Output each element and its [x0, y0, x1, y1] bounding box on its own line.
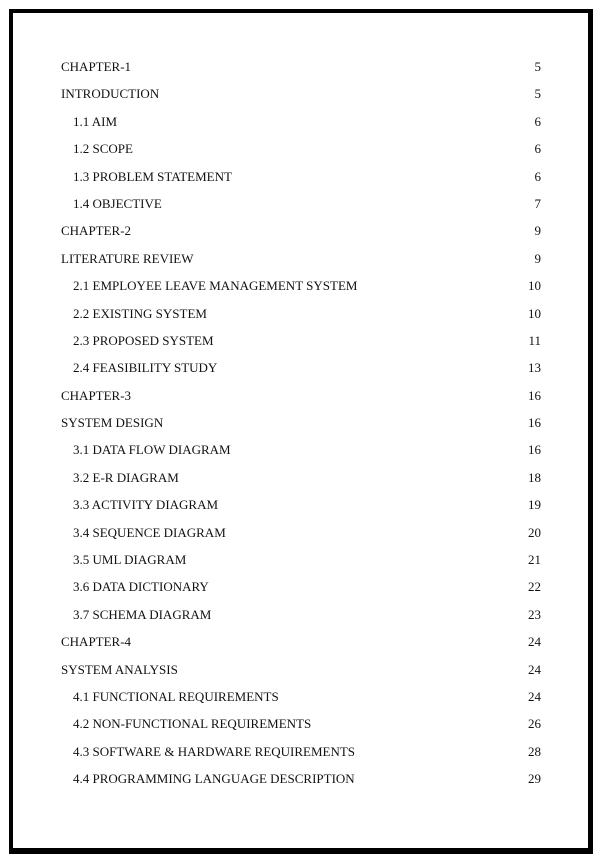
toc-entry-label: 3.2 E-R DIAGRAM	[73, 469, 179, 485]
toc-entry-label: 3.6 DATA DICTIONARY	[73, 579, 209, 595]
toc-entry-page-number: 7	[534, 195, 541, 211]
toc-entry-label: CHAPTER-3	[61, 387, 132, 403]
toc-entry-label: 4.1 FUNCTIONAL REQUIREMENTS	[73, 688, 279, 704]
toc-section-entry	[61, 769, 541, 796]
toc-entry-page-number: 29	[528, 771, 541, 787]
toc-entry-label: 3.7 SCHEMA DIAGRAM	[73, 606, 212, 622]
toc-entry-page-number: 6	[534, 168, 541, 184]
toc-entry-label: 4.3 SOFTWARE & HARDWARE REQUIREMENTS	[73, 743, 356, 759]
toc-entry-label: 3.5 UML DIAGRAM	[73, 552, 187, 568]
toc-entry-label: 3.1 DATA FLOW DIAGRAM	[73, 442, 231, 458]
toc-entry-page-number: 5	[534, 86, 541, 102]
toc-section-entry	[61, 687, 541, 714]
toc-entry-page-number: 24	[528, 688, 541, 704]
toc-entry-page-number: 16	[528, 442, 541, 458]
toc-section-entry	[61, 605, 541, 632]
toc-entry-page-number: 13	[528, 360, 541, 376]
table-of-contents	[61, 57, 541, 797]
toc-section-entry	[61, 112, 541, 139]
toc-entry-page-number: 9	[534, 250, 541, 266]
toc-entry-page-number: 20	[528, 524, 541, 540]
toc-chapter-entry	[61, 221, 541, 248]
toc-entry-page-number: 24	[528, 661, 541, 677]
toc-entry-page-number: 18	[528, 469, 541, 485]
toc-entry-page-number: 6	[534, 113, 541, 129]
toc-chapter-entry	[61, 413, 541, 440]
toc-entry-page-number: 24	[528, 634, 541, 650]
toc-entry-page-number: 6	[534, 141, 541, 157]
toc-section-entry	[61, 714, 541, 741]
toc-section-entry	[61, 139, 541, 166]
toc-entry-label: 1.4 OBJECTIVE	[73, 195, 162, 211]
toc-entry-page-number: 10	[528, 278, 541, 294]
toc-entry-label: CHAPTER-4	[61, 634, 132, 650]
toc-chapter-entry	[61, 249, 541, 276]
toc-entry-page-number: 10	[528, 305, 541, 321]
toc-entry-label: 2.4 FEASIBILITY STUDY	[73, 360, 218, 376]
toc-chapter-entry	[61, 84, 541, 111]
toc-entry-page-number: 16	[528, 387, 541, 403]
toc-section-entry	[61, 167, 541, 194]
toc-section-entry	[61, 440, 541, 467]
toc-entry-label: 2.1 EMPLOYEE LEAVE MANAGEMENT SYSTEM	[73, 278, 358, 294]
toc-entry-page-number: 16	[528, 415, 541, 431]
toc-entry-label: INTRODUCTION	[61, 86, 160, 102]
toc-section-entry	[61, 304, 541, 331]
toc-section-entry	[61, 468, 541, 495]
toc-section-entry	[61, 577, 541, 604]
toc-entry-label: CHAPTER-2	[61, 223, 132, 239]
toc-entry-label: 2.2 EXISTING SYSTEM	[73, 305, 207, 321]
toc-entry-label: 1.2 SCOPE	[73, 141, 133, 157]
toc-entry-label: SYSTEM ANALYSIS	[61, 661, 178, 677]
toc-entry-label: 1.1 AIM	[73, 113, 118, 129]
toc-chapter-entry	[61, 386, 541, 413]
toc-entry-label: 4.4 PROGRAMMING LANGUAGE DESCRIPTION	[73, 771, 355, 787]
toc-section-entry	[61, 358, 541, 385]
toc-section-entry	[61, 331, 541, 358]
toc-entry-label: 2.3 PROPOSED SYSTEM	[73, 332, 214, 348]
toc-entry-label: 4.2 NON-FUNCTIONAL REQUIREMENTS	[73, 716, 312, 732]
toc-chapter-entry	[61, 632, 541, 659]
toc-entry-page-number: 23	[528, 606, 541, 622]
toc-entry-label: LITERATURE REVIEW	[61, 250, 194, 266]
toc-entry-label: 3.4 SEQUENCE DIAGRAM	[73, 524, 226, 540]
toc-entry-page-number: 26	[528, 716, 541, 732]
toc-section-entry	[61, 742, 541, 769]
toc-entry-label: CHAPTER-1	[61, 59, 132, 74]
toc-entry-page-number: 11	[528, 332, 541, 348]
toc-entry-page-number: 28	[528, 743, 541, 759]
toc-entry-label: 3.3 ACTIVITY DIAGRAM	[73, 497, 219, 513]
toc-entry-page-number: 21	[528, 552, 541, 568]
toc-section-entry	[61, 276, 541, 303]
toc-entry-page-number: 22	[528, 579, 541, 595]
toc-section-entry	[61, 523, 541, 550]
toc-entry-label: SYSTEM DESIGN	[61, 415, 164, 431]
toc-section-entry	[61, 194, 541, 221]
toc-entry-page-number: 5	[534, 59, 541, 74]
toc-chapter-entry	[61, 57, 541, 84]
toc-entry-page-number: 9	[534, 223, 541, 239]
toc-section-entry	[61, 495, 541, 522]
toc-entry-label: 1.3 PROBLEM STATEMENT	[73, 168, 232, 184]
toc-chapter-entry	[61, 660, 541, 687]
toc-section-entry	[61, 550, 541, 577]
toc-entry-page-number: 19	[528, 497, 541, 513]
